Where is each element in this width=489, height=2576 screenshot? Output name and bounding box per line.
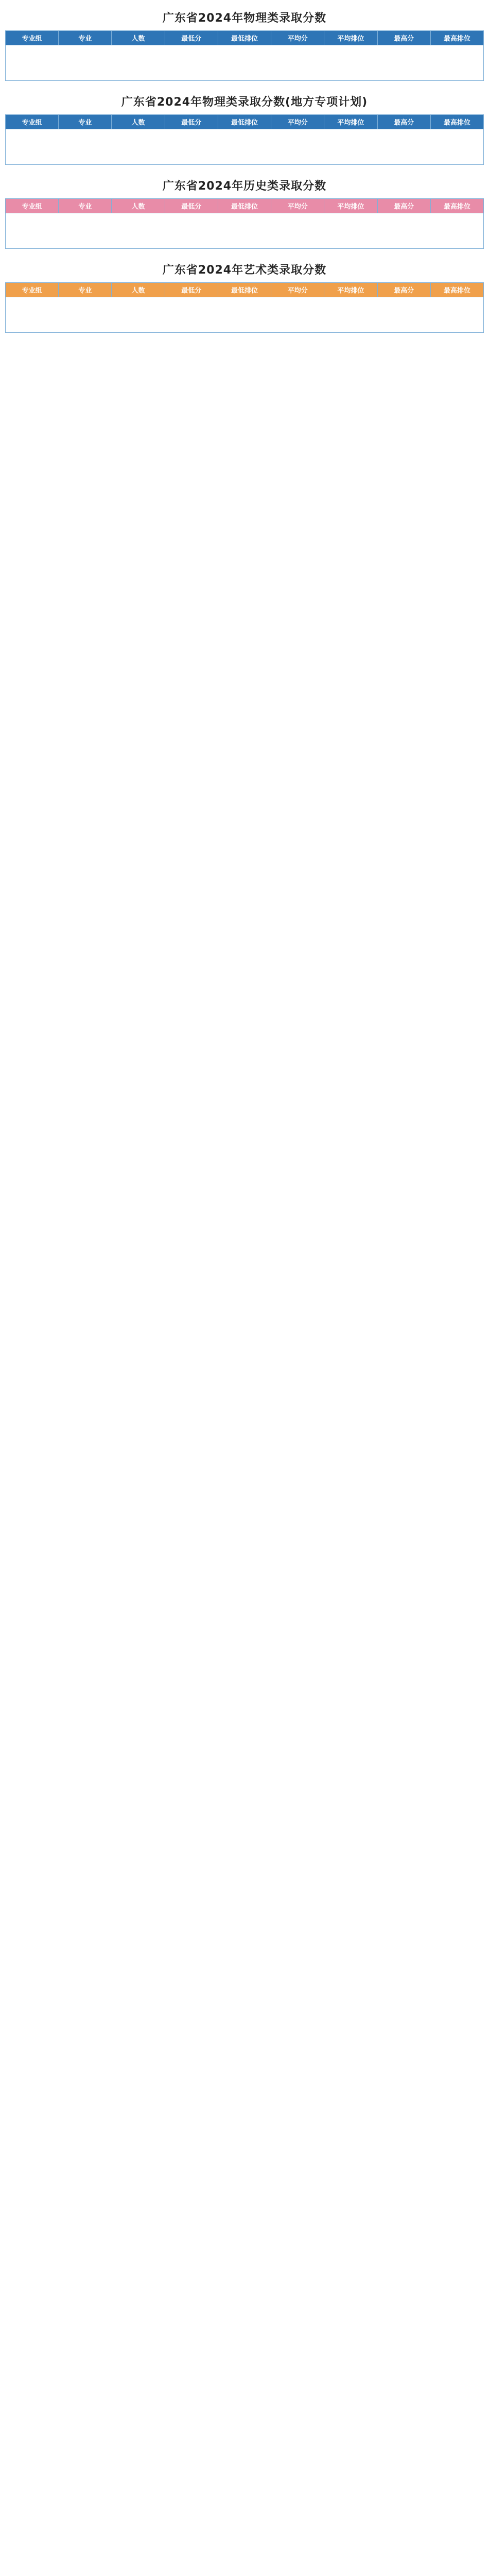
col-min-score: 最低分: [165, 283, 218, 297]
col-count: 人数: [112, 31, 165, 45]
col-avg-rank: 平均排位: [324, 199, 377, 213]
col-group: 专业组: [6, 199, 59, 213]
col-avg-score: 平均分: [271, 31, 324, 45]
section-title: 广东省2024年历史类录取分数: [162, 180, 327, 193]
table-row: [6, 213, 484, 249]
empty-cell: [6, 129, 484, 165]
col-avg-rank: 平均排位: [324, 283, 377, 297]
col-max-rank: 最高排位: [430, 31, 483, 45]
col-avg-score: 平均分: [271, 115, 324, 129]
col-count: 人数: [112, 115, 165, 129]
section-title: 广东省2024年物理类录取分数: [162, 12, 327, 25]
col-min-score: 最低分: [165, 115, 218, 129]
col-min-rank: 最低排位: [218, 283, 271, 297]
table-row: [6, 297, 484, 333]
score-table: [5, 30, 484, 81]
section-physics-local: [5, 88, 484, 165]
empty-cell: [6, 45, 484, 81]
col-max-score: 最高分: [377, 115, 430, 129]
score-table: [5, 198, 484, 249]
col-max-rank: 最高排位: [430, 199, 483, 213]
section-physics: [5, 4, 484, 81]
col-group: 专业组: [6, 31, 59, 45]
page: [0, 0, 489, 344]
col-avg-rank: 平均排位: [324, 115, 377, 129]
score-table: [5, 282, 484, 333]
col-max-score: 最高分: [377, 31, 430, 45]
table-header-row: [6, 115, 484, 129]
table-header-row: [6, 31, 484, 45]
section-title: 广东省2024年物理类录取分数(地方专项计划): [121, 96, 368, 109]
col-major: 专业: [59, 283, 112, 297]
col-max-rank: 最高排位: [430, 283, 483, 297]
col-min-score: 最低分: [165, 31, 218, 45]
col-avg-score: 平均分: [271, 283, 324, 297]
col-major: 专业: [59, 31, 112, 45]
score-table: [5, 114, 484, 165]
col-min-rank: 最低排位: [218, 31, 271, 45]
col-max-score: 最高分: [377, 283, 430, 297]
col-min-rank: 最低排位: [218, 115, 271, 129]
col-group: 专业组: [6, 283, 59, 297]
col-major: 专业: [59, 115, 112, 129]
table-row: [6, 129, 484, 165]
section-art: [5, 256, 484, 333]
col-avg-rank: 平均排位: [324, 31, 377, 45]
col-min-rank: 最低排位: [218, 199, 271, 213]
col-group: 专业组: [6, 115, 59, 129]
table-header-row: [6, 283, 484, 297]
table-header-row: [6, 199, 484, 213]
col-count: 人数: [112, 199, 165, 213]
section-title: 广东省2024年艺术类录取分数: [162, 264, 327, 277]
col-avg-score: 平均分: [271, 199, 324, 213]
col-count: 人数: [112, 283, 165, 297]
section-history: [5, 172, 484, 249]
col-min-score: 最低分: [165, 199, 218, 213]
col-max-score: 最高分: [377, 199, 430, 213]
empty-cell: [6, 213, 484, 249]
col-major: 专业: [59, 199, 112, 213]
table-row: [6, 45, 484, 81]
empty-cell: [6, 297, 484, 333]
col-max-rank: 最高排位: [430, 115, 483, 129]
